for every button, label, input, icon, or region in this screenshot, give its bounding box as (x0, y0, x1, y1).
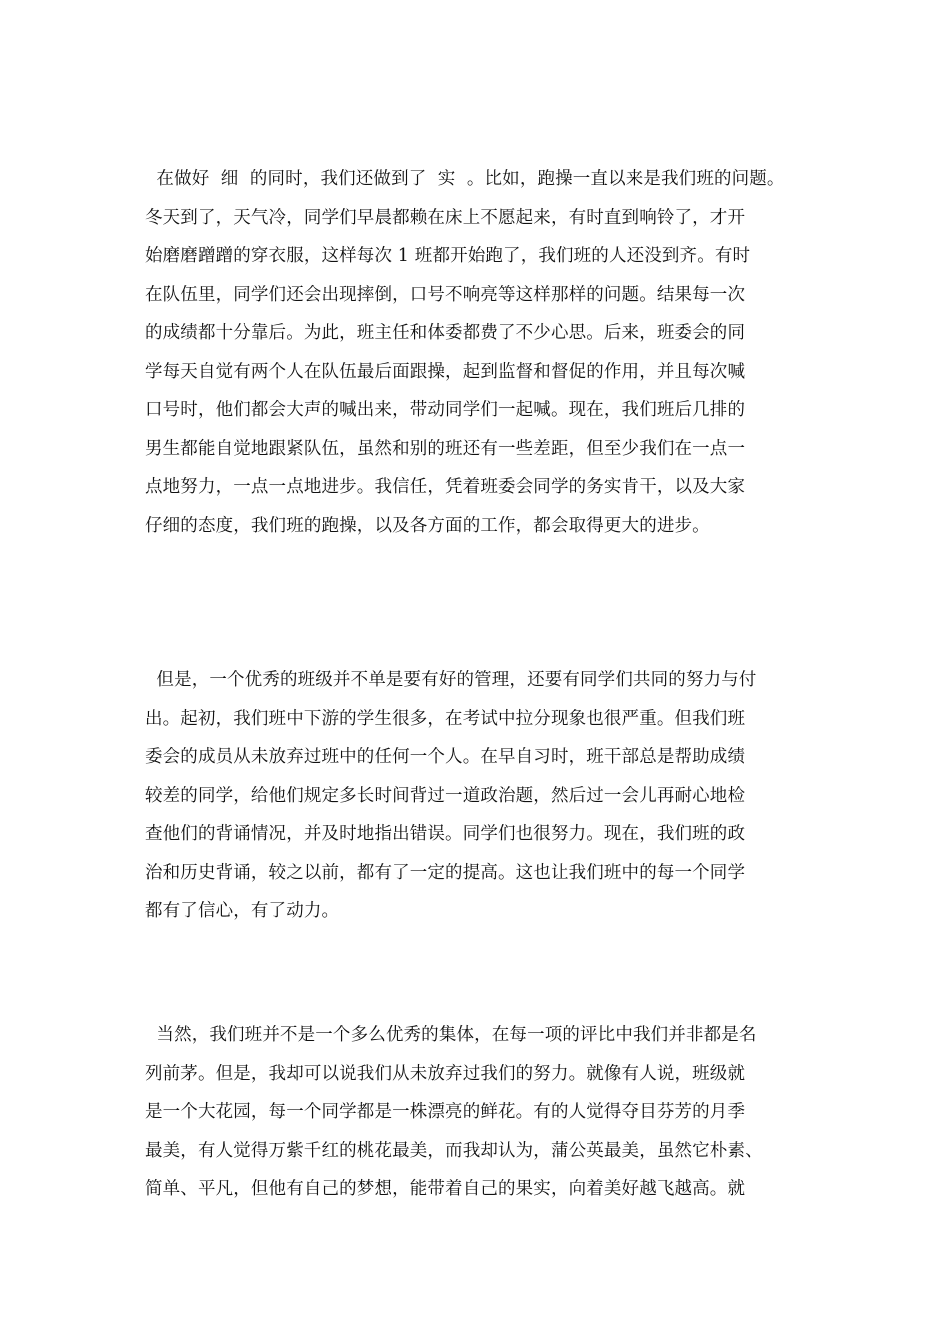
text-line: 是一个大花园，每一个同学都是一株漂亮的鲜花。有的人觉得夺目芬芳的月季 (145, 1102, 746, 1122)
text-line: 治和历史背诵，较之以前，都有了一定的提高。这也让我们班中的每一个同学 (145, 862, 746, 883)
text-line: 都有了信心，有了动力。 (145, 901, 340, 921)
text-line: 的成绩都十分靠后。为此，班主任和体委都费了不少心思。后来，班委会的同 (145, 323, 746, 343)
text-line: 最美，有人觉得万紫千红的桃花最美，而我却认为，蒲公英最美，虽然它朴素、 (145, 1140, 763, 1161)
text-line: 点地努力，一点一点地进步。我信任，凭着班委会同学的务实肯干，以及大家 (145, 477, 746, 497)
text-line: 较差的同学，给他们规定多长时间背过一道政治题，然后过一会儿再耐心地检 (145, 785, 746, 806)
text-line: 在队伍里，同学们还会出现摔倒，口号不响亮等这样那样的问题。结果每一次 (145, 284, 746, 305)
text-line: 委会的成员从未放弃过班中的任何一个人。在早自习时，班干部总是帮助成绩 (145, 747, 746, 767)
text-line: 冬天到了，天气冷，同学们早晨都赖在床上不愿起来，有时直到响铃了，才开 (145, 207, 746, 228)
text-line: 始磨磨蹭蹭的穿衣服，这样每次 1 班都开始跑了，我们班的人还没到齐。有时 (145, 246, 751, 266)
text-line: 列前茅。但是，我却可以说我们从未放弃过我们的努力。就像有人说，班级就 (145, 1063, 746, 1084)
text-line: 但是，一个优秀的班级并不单是要有好的管理，还要有同学们共同的努力与付 (145, 670, 757, 690)
text-line: 出。起初，我们班中下游的学生很多，在考试中拉分现象也很严重。但我们班 (145, 708, 746, 729)
paragraph-running-practice (145, 160, 845, 545)
text-line: 当然，我们班并不是一个多么优秀的集体，在每一项的评比中我们并非都是名 (145, 1025, 757, 1045)
text-line: 口号时，他们都会大声的喊出来，带动同学们一起喊。现在，我们班后几排的 (145, 400, 746, 420)
text-line: 学每天自觉有两个人在队伍最后面跟操，起到监督和督促的作用，并且每次喊 (145, 361, 746, 382)
text-line: 仔细的态度，我们班的跑操，以及各方面的工作，都会取得更大的进步。 (145, 515, 710, 536)
text-line: 男生都能自觉地跟紧队伍，虽然和别的班还有一些差距，但至少我们在一点一 (145, 438, 746, 459)
text-line: 简单、平凡，但他有自己的梦想，能带着自己的果实，向着美好越飞越高。就 (145, 1179, 746, 1199)
paragraph-study-effort (145, 661, 845, 931)
paragraph-class-garden (145, 1016, 845, 1209)
text-line: 查他们的背诵情况，并及时地指出错误。同学们也很努力。现在，我们班的政 (145, 824, 746, 844)
text-line: 在做好 细 的同时，我们还做到了 实 。比如，跑操一直以来是我们班的问题。 (145, 169, 785, 189)
